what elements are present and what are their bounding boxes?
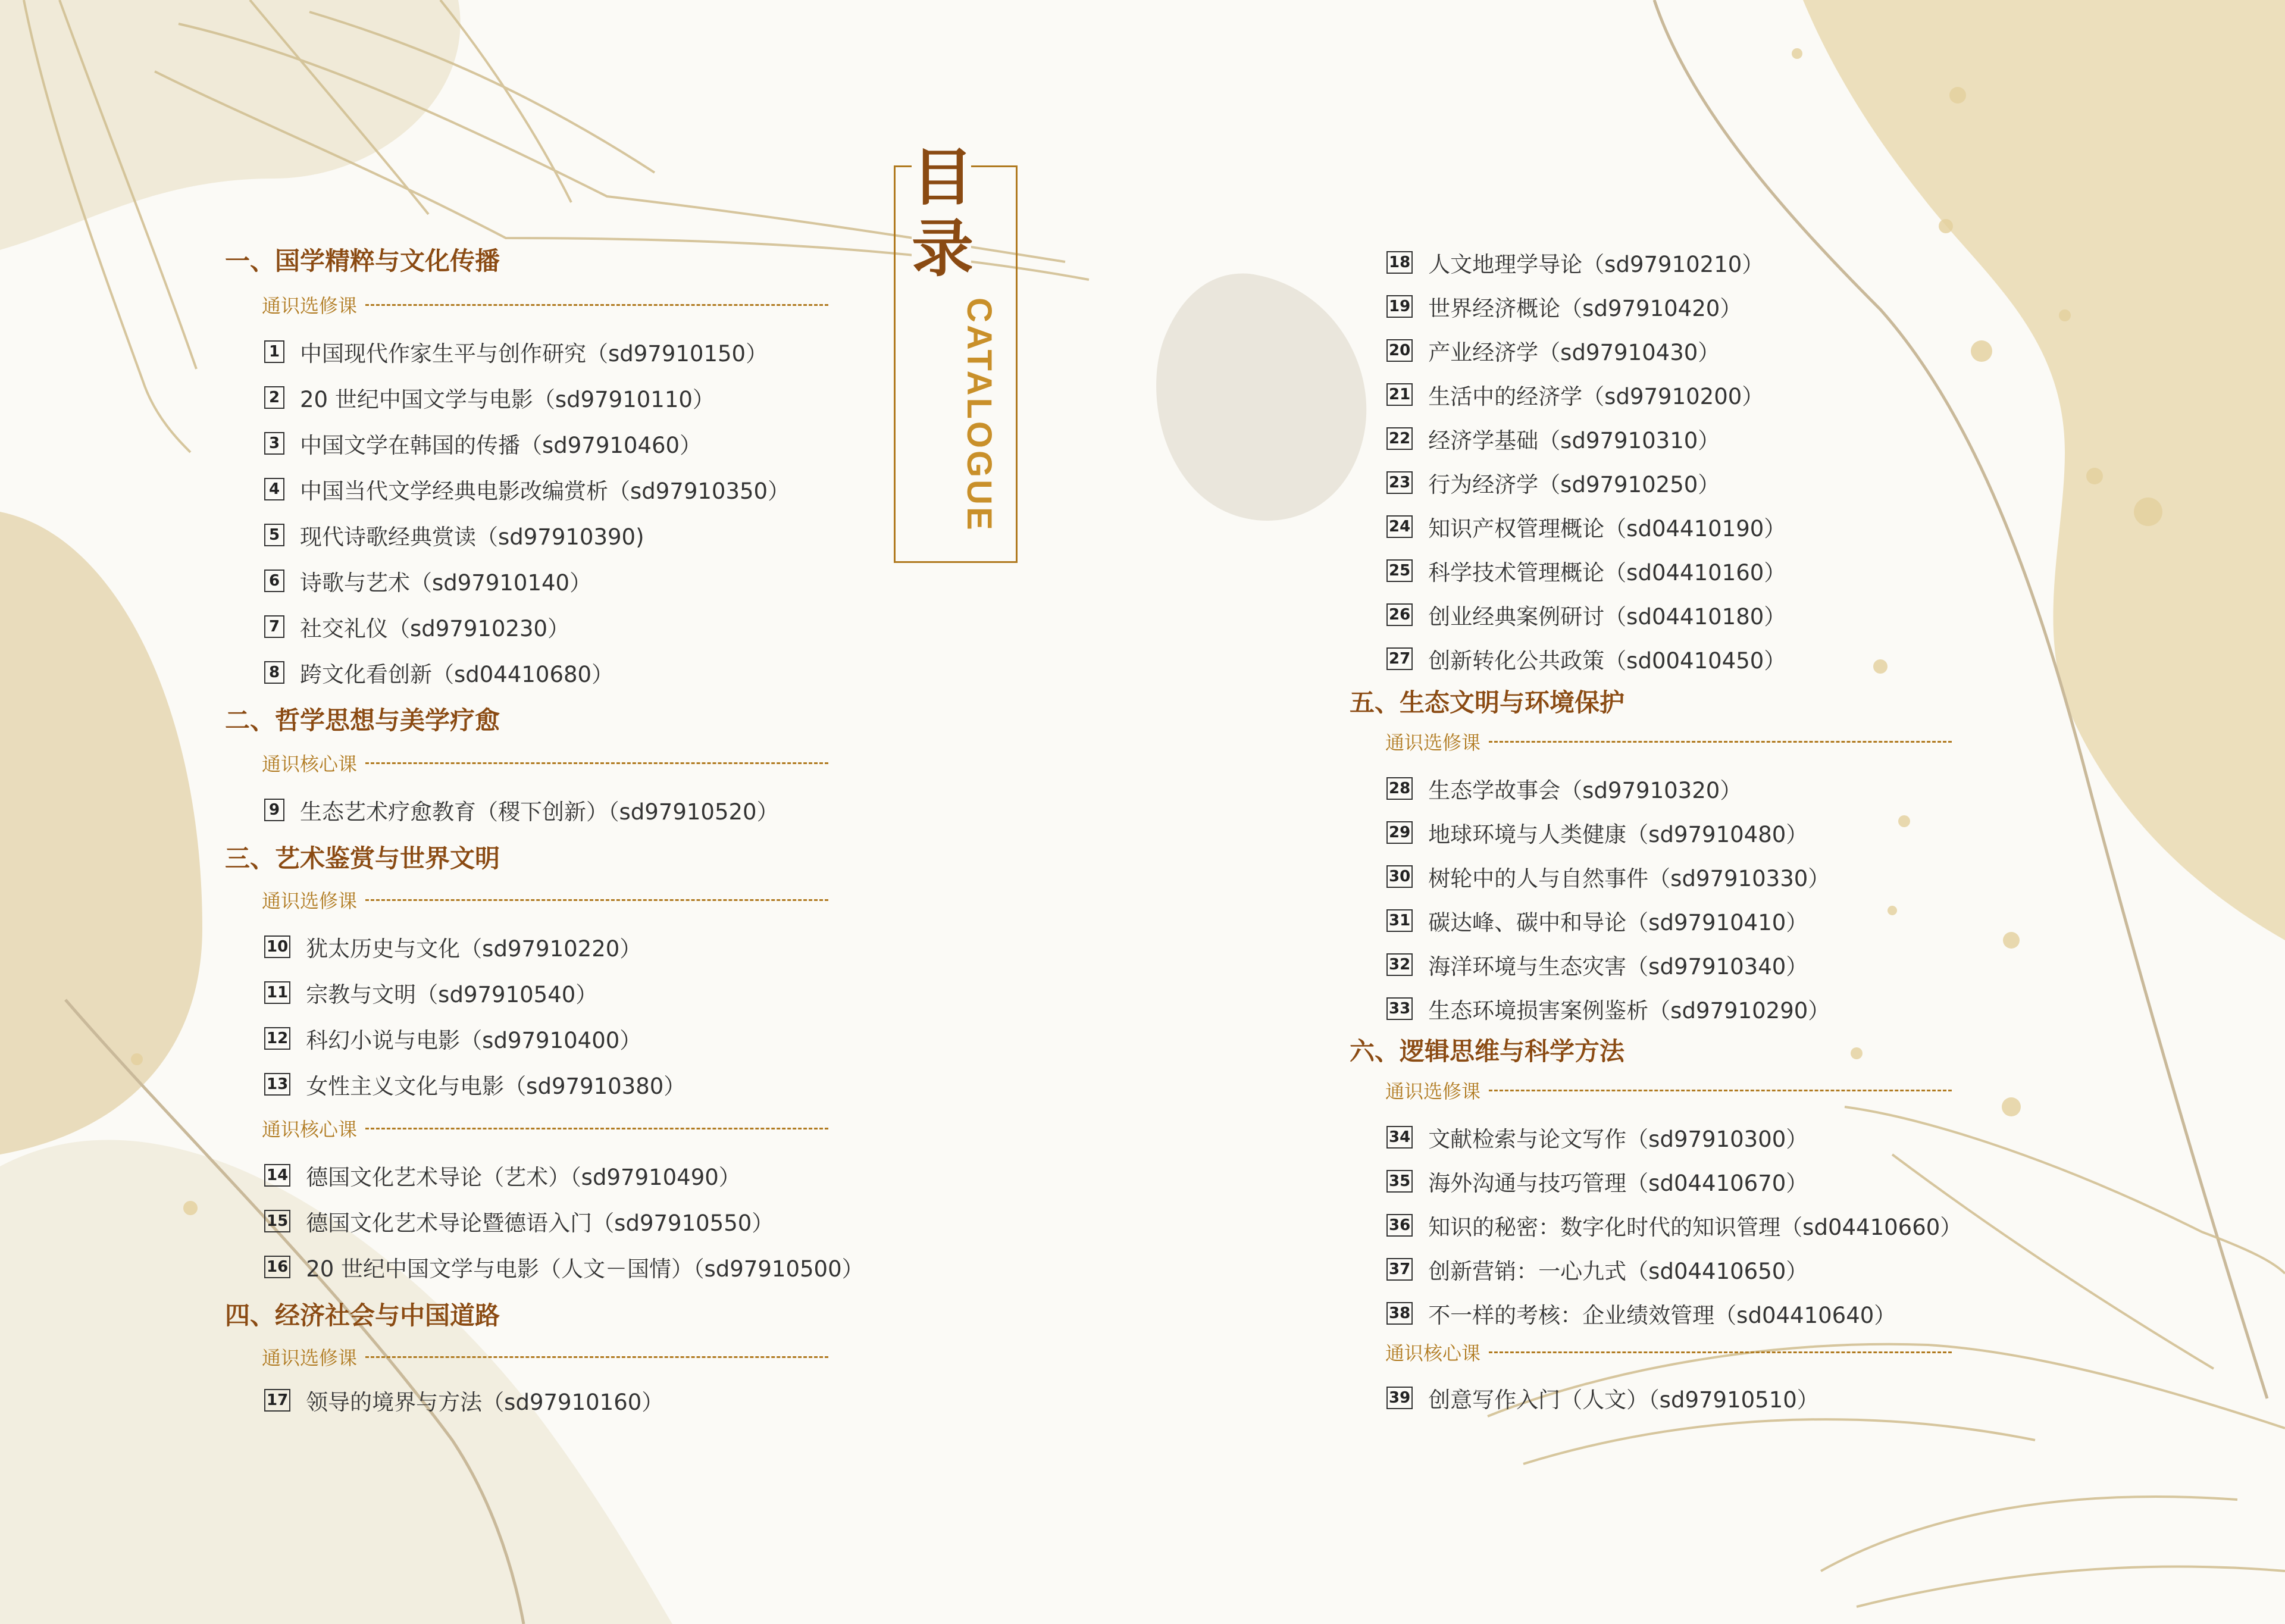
course-item [1386,246,1764,279]
course-text: 现代诗歌经典赏读（sd97910390) [300,524,644,550]
dashed-divider [1489,741,1952,743]
course-item [1386,467,1720,499]
course-item [1386,511,1786,543]
dashed-divider [365,899,828,901]
category-label: 通识选修课 [1385,1080,1481,1103]
course-item [264,1384,663,1416]
course-item [1386,816,1808,849]
course-number: 11 [264,981,290,1004]
course-item [264,611,569,643]
course-text: 创新转化公共政策（sd00410450） [1428,648,1786,674]
course-number: 26 [1386,603,1413,626]
course-number: 39 [1386,1387,1413,1409]
course-number: 28 [1386,777,1413,800]
course-item [264,381,715,414]
course-number: 20 [1386,339,1413,362]
course-number: 1 [264,340,284,363]
course-item [264,656,613,689]
course-item [264,1068,686,1100]
course-number: 35 [1386,1170,1413,1193]
section-title: 六、逻辑思维与科学方法 [1350,1037,1625,1066]
course-number: 32 [1386,953,1413,976]
dashed-divider [365,1356,828,1358]
course-text: 创意写作入门（人文）（sd97910510） [1428,1387,1819,1413]
course-text: 知识产权管理概论（sd04410190） [1428,516,1786,542]
course-number: 5 [264,524,284,546]
course-text: 犹太历史与文化（sd97910220） [306,936,642,962]
course-text: 生态环境损害案例鉴析（sd97910290） [1428,998,1830,1024]
course-item [1386,949,1808,981]
course-number: 27 [1386,647,1413,670]
course-text: 生活中的经济学（sd97910200） [1428,384,1764,409]
course-item [264,565,591,597]
course-text: 创业经典案例研讨（sd04410180） [1428,604,1786,630]
course-text: 德国文化艺术导论（艺术）（sd97910490） [306,1165,741,1190]
course-item [264,427,702,459]
course-text: 德国文化艺术导论暨德语入门（sd97910550） [306,1210,774,1236]
dashed-divider [365,762,828,764]
category-row [262,752,828,774]
course-number: 2 [264,386,284,409]
category-label: 通识选修课 [262,1347,358,1369]
course-number: 14 [264,1164,290,1187]
dashed-divider [365,1128,828,1129]
course-number: 25 [1386,559,1413,582]
course-item [264,931,641,963]
course-text: 20 世纪中国文学与电影（sd97910110） [300,387,715,412]
course-item [1386,993,1830,1025]
course-text: 知识的秘密：数字化时代的知识管理（sd04410660） [1428,1215,1962,1240]
course-text: 社交礼仪（sd97910230） [300,616,570,642]
category-label: 通识核心课 [1385,1342,1481,1365]
course-number: 13 [264,1073,290,1096]
course-number: 38 [1386,1302,1413,1325]
course-item [1386,1165,1808,1197]
course-text: 中国现代作家生平与创作研究（sd97910150） [300,341,768,367]
course-text: 跨文化看创新（sd04410680） [300,662,614,687]
course-item [1386,1253,1808,1285]
course-item [264,1022,641,1054]
course-number: 19 [1386,295,1413,318]
course-text: 海外沟通与技巧管理（sd04410670） [1428,1171,1808,1196]
course-number: 34 [1386,1126,1413,1149]
course-item [1386,599,1786,631]
course-item [1386,1121,1808,1153]
course-text: 海洋环境与生态灾害（sd97910340） [1428,954,1808,980]
course-item [1386,1297,1896,1329]
catalogue-title-cn [912,141,974,285]
course-text: 中国当代文学经典电影改编赏析（sd97910350） [300,478,790,504]
category-label: 通识选修课 [262,890,358,912]
course-number: 8 [264,661,284,684]
course-text: 碳达峰、碳中和导论（sd97910410） [1428,910,1808,935]
course-text: 女性主义文化与电影（sd97910380） [306,1074,686,1099]
course-text: 创新营销：一心九式（sd04410650） [1428,1259,1808,1284]
course-item [264,794,779,826]
course-item [264,1251,864,1283]
course-number: 37 [1386,1258,1413,1281]
course-item [264,977,597,1009]
course-item [1386,1209,1962,1241]
course-text: 产业经济学（sd97910430） [1428,340,1720,365]
course-item [1386,378,1764,411]
course-number: 3 [264,432,284,455]
course-number: 22 [1386,427,1413,450]
course-number: 31 [1386,909,1413,932]
title-char-1: 目 [912,141,974,214]
course-number: 4 [264,478,284,500]
category-label: 通识核心课 [262,1118,358,1141]
section-title: 二、哲学思想与美学疗愈 [225,706,500,735]
category-row [262,889,828,910]
category-row [1385,1341,1952,1363]
course-item [264,519,644,551]
section-title: 五、生态文明与环境保护 [1350,688,1625,717]
course-item [1386,290,1742,323]
course-text: 科学技术管理概论（sd04410160） [1428,560,1786,586]
course-number: 6 [264,570,284,592]
course-text: 文献检索与论文写作（sd97910300） [1428,1127,1808,1152]
course-item [1386,905,1808,937]
catalogue-title-en: CATALOGUE [960,298,998,533]
course-text: 生态学故事会（sd97910320） [1428,778,1742,803]
course-number: 16 [264,1256,290,1278]
course-text: 科幻小说与电影（sd97910400） [306,1028,642,1053]
course-text: 树轮中的人与自然事件（sd97910330） [1428,866,1830,891]
section-title: 三、艺术鉴赏与世界文明 [225,844,500,873]
dashed-divider [1489,1351,1952,1353]
title-char-2: 录 [912,212,974,285]
course-number: 21 [1386,383,1413,406]
course-number: 24 [1386,515,1413,538]
course-text: 不一样的考核：企业绩效管理（sd04410640） [1428,1303,1896,1328]
course-number: 9 [264,799,284,821]
category-label: 通识选修课 [1385,731,1481,754]
course-text: 领导的境界与方法（sd97910160） [306,1390,664,1415]
category-row [262,294,828,315]
course-text: 诗歌与艺术（sd97910140） [300,570,592,596]
section-title: 一、国学精粹与文化传播 [225,246,500,276]
course-item [1386,555,1786,587]
course-text: 行为经济学（sd97910250） [1428,472,1720,497]
course-item [264,336,768,368]
course-item [1386,1382,1819,1414]
dashed-divider [1489,1090,1952,1091]
category-row [1385,731,1952,752]
course-item [264,1159,741,1191]
course-text: 经济学基础（sd97910310） [1428,428,1720,453]
course-number: 18 [1386,251,1413,274]
course-number: 7 [264,615,284,638]
course-text: 人文地理学导论（sd97910210） [1428,252,1764,277]
course-item [264,1205,774,1237]
course-number: 29 [1386,821,1413,844]
course-item [264,473,790,505]
course-text: 生态艺术疗愈教育（稷下创新）（sd97910520） [300,799,779,825]
section-title: 四、经济社会与中国道路 [225,1301,500,1330]
course-item [1386,643,1786,675]
course-text: 地球环境与人类健康（sd97910480） [1428,822,1808,847]
course-number: 10 [264,935,290,958]
category-row [262,1118,828,1139]
course-number: 33 [1386,997,1413,1020]
course-number: 36 [1386,1214,1413,1237]
course-text: 20 世纪中国文学与电影（人文－国情）（sd97910500） [306,1256,864,1282]
course-item [1386,772,1742,805]
category-row [262,1346,828,1368]
category-label: 通识核心课 [262,753,358,775]
course-number: 17 [264,1389,290,1412]
dashed-divider [365,304,828,306]
course-number: 30 [1386,865,1413,888]
course-item [1386,334,1720,367]
course-number: 15 [264,1210,290,1232]
course-text: 世界经济概论（sd97910420） [1428,296,1742,321]
category-label: 通识选修课 [262,295,358,317]
course-item [1386,423,1720,455]
course-text: 中国文学在韩国的传播（sd97910460） [300,433,702,458]
course-text: 宗教与文明（sd97910540） [306,982,598,1007]
course-item [1386,860,1830,893]
course-number: 23 [1386,471,1413,494]
course-number: 12 [264,1027,290,1050]
category-row [1385,1079,1952,1101]
